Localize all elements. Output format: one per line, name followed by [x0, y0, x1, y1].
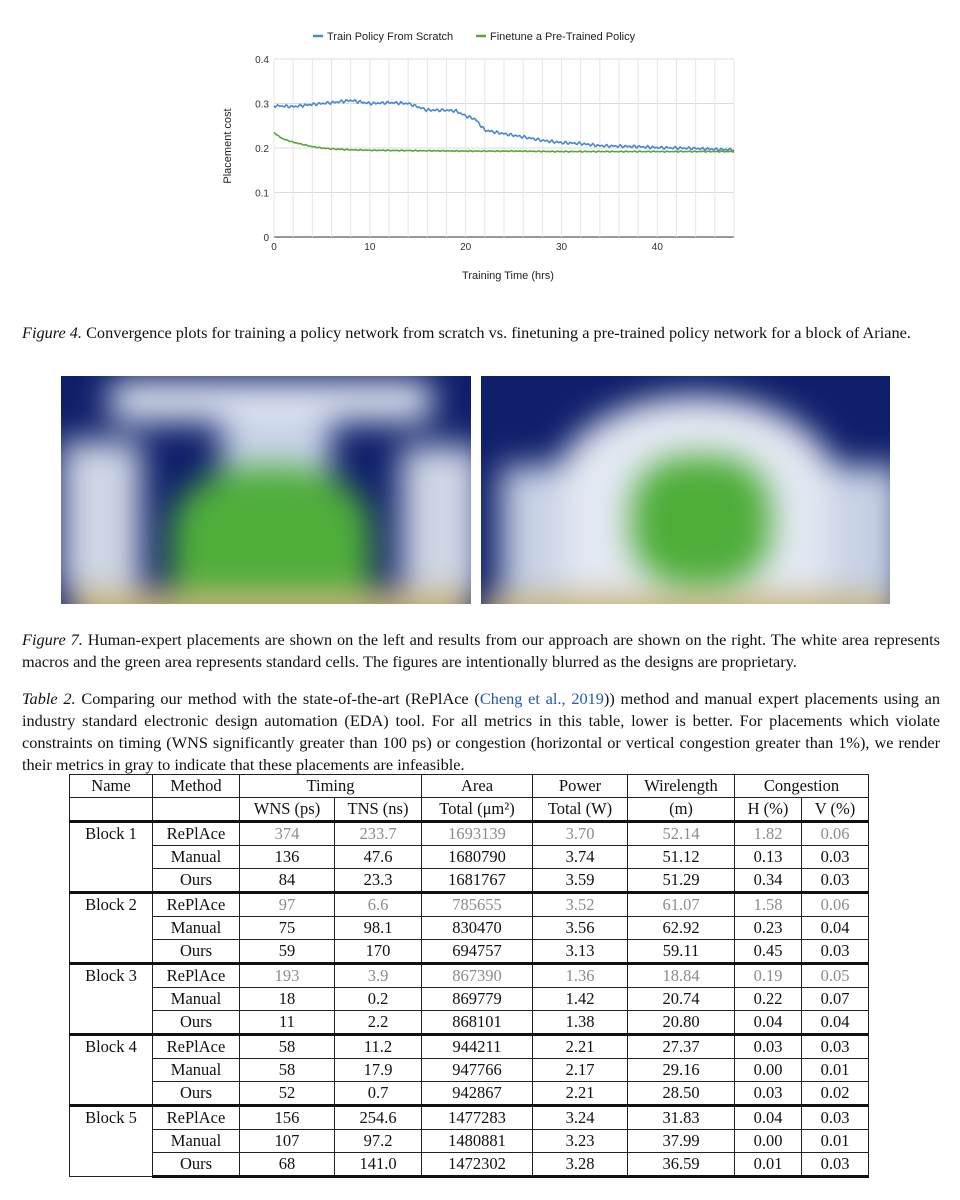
y-axis-label: Placement cost: [222, 108, 234, 184]
cell-area: 869779: [422, 988, 533, 1011]
cell-wns: 68: [240, 1153, 335, 1177]
cell-wns: 136: [240, 846, 335, 869]
cell-area: 868101: [422, 1011, 533, 1035]
cell-h: 0.03: [735, 1035, 802, 1059]
cell-h: 1.82: [735, 822, 802, 846]
y-tick-label: 0.1: [255, 188, 269, 200]
cell-wns: 84: [240, 869, 335, 893]
cell-wl: 51.29: [628, 869, 735, 893]
header-wirelength-unit: (m): [628, 798, 735, 822]
cell-h: 0.19: [735, 964, 802, 988]
cell-power: 3.74: [533, 846, 628, 869]
header-power: Power: [533, 775, 628, 798]
cell-wl: 28.50: [628, 1082, 735, 1106]
cell-wns: 11: [240, 1011, 335, 1035]
cell-h: 0.34: [735, 869, 802, 893]
table-row: [70, 1130, 869, 1153]
block-name-cell: Block 1: [70, 822, 153, 846]
citation-link[interactable]: Cheng et al., 2019: [479, 689, 604, 708]
block-name-empty-cell: [70, 1011, 153, 1035]
cell-tns: 0.7: [335, 1082, 422, 1106]
cell-h: 0.13: [735, 846, 802, 869]
cell-power: 3.24: [533, 1106, 628, 1130]
cell-power: 2.17: [533, 1059, 628, 1082]
header-wirelength: Wirelength: [628, 775, 735, 798]
table-row: [70, 893, 869, 917]
cell-area: 944211: [422, 1035, 533, 1059]
cell-wl: 61.07: [628, 893, 735, 917]
legend-label-1: Finetune a Pre-Trained Policy: [490, 31, 636, 43]
cell-h: 0.01: [735, 1153, 802, 1177]
cell-wl: 52.14: [628, 822, 735, 846]
block-name-empty-cell: [70, 1059, 153, 1082]
cell-power: 1.42: [533, 988, 628, 1011]
cell-tns: 233.7: [335, 822, 422, 846]
cell-wns: 18: [240, 988, 335, 1011]
cell-h: 1.58: [735, 893, 802, 917]
cell-tns: 11.2: [335, 1035, 422, 1059]
header-tns: TNS (ns): [335, 798, 422, 822]
cell-v: 0.01: [802, 1130, 869, 1153]
legend-label-0: Train Policy From Scratch: [327, 31, 454, 43]
cell-h: 0.04: [735, 1106, 802, 1130]
cell-h: 0.03: [735, 1082, 802, 1106]
header-name: Name: [70, 775, 153, 798]
cell-tns: 98.1: [335, 917, 422, 940]
method-cell: RePlAce: [153, 893, 240, 917]
results-table-body: [70, 822, 869, 1177]
table-2-caption: [22, 688, 940, 776]
cell-area: 1693139: [422, 822, 533, 846]
method-cell: Ours: [153, 940, 240, 964]
method-cell: RePlAce: [153, 822, 240, 846]
header-blank: [70, 798, 153, 822]
cell-wl: 31.83: [628, 1106, 735, 1130]
cell-area: 1472302: [422, 1153, 533, 1177]
cell-v: 0.05: [802, 964, 869, 988]
header-wns: WNS (ps): [240, 798, 335, 822]
cell-power: 3.56: [533, 917, 628, 940]
table-row: [70, 1106, 869, 1130]
method-cell: Ours: [153, 1011, 240, 1035]
x-tick-label: 10: [364, 242, 376, 253]
cell-area: 1480881: [422, 1130, 533, 1153]
cell-h: 0.22: [735, 988, 802, 1011]
cell-wl: 37.99: [628, 1130, 735, 1153]
header-congestion: Congestion: [735, 775, 869, 798]
cell-tns: 2.2: [335, 1011, 422, 1035]
method-cell: Manual: [153, 846, 240, 869]
cell-power: 3.52: [533, 893, 628, 917]
cell-wl: 51.12: [628, 846, 735, 869]
block-name-cell: Block 4: [70, 1035, 153, 1059]
cell-wns: 156: [240, 1106, 335, 1130]
block-name-empty-cell: [70, 988, 153, 1011]
cell-wl: 27.37: [628, 1035, 735, 1059]
table-row: [70, 917, 869, 940]
cell-power: 2.21: [533, 1082, 628, 1106]
cell-v: 0.03: [802, 940, 869, 964]
cell-wns: 59: [240, 940, 335, 964]
block-name-cell: Block 3: [70, 964, 153, 988]
x-tick-label: 40: [651, 242, 663, 253]
table-2-caption-part1: Comparing our method with the state-of-the-art (RePlAce (: [75, 689, 480, 708]
cell-tns: 3.9: [335, 964, 422, 988]
cell-power: 3.70: [533, 822, 628, 846]
cell-wl: 18.84: [628, 964, 735, 988]
cell-v: 0.03: [802, 869, 869, 893]
cell-tns: 254.6: [335, 1106, 422, 1130]
table-row: [70, 1153, 869, 1177]
cell-v: 0.01: [802, 1059, 869, 1082]
table-2-caption-part2: )) method and manual expert placements using an industry standard electronic design automation (EDA) tool. For all metrics in this table, lower is better. For placements which violate constraints on timing (WNS significantly greater than 100 ps) or congestion (horizontal or vertical congestion greater than 1%), we render their metrics in gray to indicate that these placements are infeasible.: [22, 689, 941, 774]
block-name-cell: Block 2: [70, 893, 153, 917]
cell-wns: 58: [240, 1059, 335, 1082]
cell-area: 1477283: [422, 1106, 533, 1130]
cell-h: 0.45: [735, 940, 802, 964]
x-tick-label: 20: [460, 242, 472, 253]
header-congestion-v: V (%): [802, 798, 869, 822]
cell-wl: 36.59: [628, 1153, 735, 1177]
table-header-row-2: [70, 798, 869, 822]
cell-area: 942867: [422, 1082, 533, 1106]
convergence-chart-svg: [0, 0, 960, 300]
cell-power: 1.38: [533, 1011, 628, 1035]
cell-tns: 23.3: [335, 869, 422, 893]
cell-wns: 374: [240, 822, 335, 846]
cell-v: 0.03: [802, 846, 869, 869]
cell-wl: 62.92: [628, 917, 735, 940]
x-tick-label: 0: [271, 242, 277, 253]
figure-4-caption: [22, 322, 940, 344]
cell-power: 3.23: [533, 1130, 628, 1153]
method-cell: Ours: [153, 869, 240, 893]
header-method: Method: [153, 775, 240, 798]
method-cell: Manual: [153, 988, 240, 1011]
cell-tns: 47.6: [335, 846, 422, 869]
method-cell: RePlAce: [153, 1106, 240, 1130]
block-name-cell: Block 5: [70, 1106, 153, 1130]
cell-wns: 52: [240, 1082, 335, 1106]
header-power-total: Total (W): [533, 798, 628, 822]
block-name-empty-cell: [70, 1130, 153, 1153]
table-row: [70, 1082, 869, 1106]
cell-wl: 20.80: [628, 1011, 735, 1035]
table-header-row-1: [70, 775, 869, 798]
cell-tns: 97.2: [335, 1130, 422, 1153]
cell-power: 2.21: [533, 1035, 628, 1059]
table-row: [70, 988, 869, 1011]
cell-power: 1.36: [533, 964, 628, 988]
cell-tns: 141.0: [335, 1153, 422, 1177]
x-axis-label: Training Time (hrs): [462, 270, 554, 282]
human-expert-placement-image: [61, 376, 471, 604]
block-name-empty-cell: [70, 940, 153, 964]
method-cell: RePlAce: [153, 964, 240, 988]
method-cell: Manual: [153, 1059, 240, 1082]
table-row: [70, 1011, 869, 1035]
cell-wns: 58: [240, 1035, 335, 1059]
cell-wns: 97: [240, 893, 335, 917]
cell-area: 785655: [422, 893, 533, 917]
figure-7-caption-text: Human-expert placements are shown on the left and results from our approach are shown on the right. The white area represents macros and the green area represents standard cells. The figures are intentionally blurred as the designs are proprietary.: [22, 630, 940, 671]
method-cell: Ours: [153, 1082, 240, 1106]
cell-area: 1681767: [422, 869, 533, 893]
block-name-empty-cell: [70, 846, 153, 869]
table-row: [70, 1035, 869, 1059]
cell-tns: 170: [335, 940, 422, 964]
header-timing: Timing: [240, 775, 422, 798]
cell-area: 1680790: [422, 846, 533, 869]
cell-area: 694757: [422, 940, 533, 964]
cell-wl: 20.74: [628, 988, 735, 1011]
cell-wns: 107: [240, 1130, 335, 1153]
y-tick-label: 0.2: [255, 144, 269, 155]
cell-wl: 29.16: [628, 1059, 735, 1082]
results-table: [69, 774, 869, 1178]
block-name-empty-cell: [70, 869, 153, 893]
cell-wns: 75: [240, 917, 335, 940]
cell-area: 867390: [422, 964, 533, 988]
cell-power: 3.13: [533, 940, 628, 964]
block-name-empty-cell: [70, 917, 153, 940]
cell-wl: 59.11: [628, 940, 735, 964]
table-row: [70, 964, 869, 988]
cell-v: 0.03: [802, 1035, 869, 1059]
y-tick-label: 0.3: [255, 99, 269, 111]
cell-h: 0.00: [735, 1059, 802, 1082]
figure-4-chart: [0, 0, 960, 300]
cell-v: 0.04: [802, 917, 869, 940]
header-blank: [153, 798, 240, 822]
table-row: [70, 1059, 869, 1082]
our-approach-placement-image: [481, 376, 890, 604]
cell-h: 0.00: [735, 1130, 802, 1153]
cell-v: 0.06: [802, 822, 869, 846]
cell-h: 0.04: [735, 1011, 802, 1035]
table-row: [70, 822, 869, 846]
block-name-empty-cell: [70, 1082, 153, 1106]
y-tick-label: 0.4: [255, 55, 269, 66]
cell-v: 0.02: [802, 1082, 869, 1106]
cell-v: 0.04: [802, 1011, 869, 1035]
cell-tns: 0.2: [335, 988, 422, 1011]
y-tick-label: 0: [263, 233, 269, 244]
cell-area: 947766: [422, 1059, 533, 1082]
figure-7-caption-label: Figure 7.: [22, 630, 83, 649]
cell-power: 3.59: [533, 869, 628, 893]
x-tick-label: 30: [555, 242, 568, 253]
figure-4-caption-text: Convergence plots for training a policy network from scratch vs. finetuning a pre-trained policy network for a block of Ariane.: [82, 323, 911, 342]
header-area: Area: [422, 775, 533, 798]
cell-tns: 6.6: [335, 893, 422, 917]
method-cell: RePlAce: [153, 1035, 240, 1059]
method-cell: Manual: [153, 1130, 240, 1153]
table-2-caption-label: Table 2.: [22, 689, 76, 708]
method-cell: Ours: [153, 1153, 240, 1177]
cell-area: 830470: [422, 917, 533, 940]
cell-v: 0.06: [802, 893, 869, 917]
header-congestion-h: H (%): [735, 798, 802, 822]
header-area-total: Total (μm²): [422, 798, 533, 822]
cell-v: 0.03: [802, 1153, 869, 1177]
method-cell: Manual: [153, 917, 240, 940]
cell-h: 0.23: [735, 917, 802, 940]
table-row: [70, 846, 869, 869]
cell-power: 3.28: [533, 1153, 628, 1177]
cell-v: 0.03: [802, 1106, 869, 1130]
cell-v: 0.07: [802, 988, 869, 1011]
table-row: [70, 869, 869, 893]
figure-4-caption-label: Figure 4.: [22, 323, 82, 342]
cell-tns: 17.9: [335, 1059, 422, 1082]
block-name-empty-cell: [70, 1153, 153, 1177]
cell-wns: 193: [240, 964, 335, 988]
figure-7-caption: [22, 629, 940, 673]
table-row: [70, 940, 869, 964]
